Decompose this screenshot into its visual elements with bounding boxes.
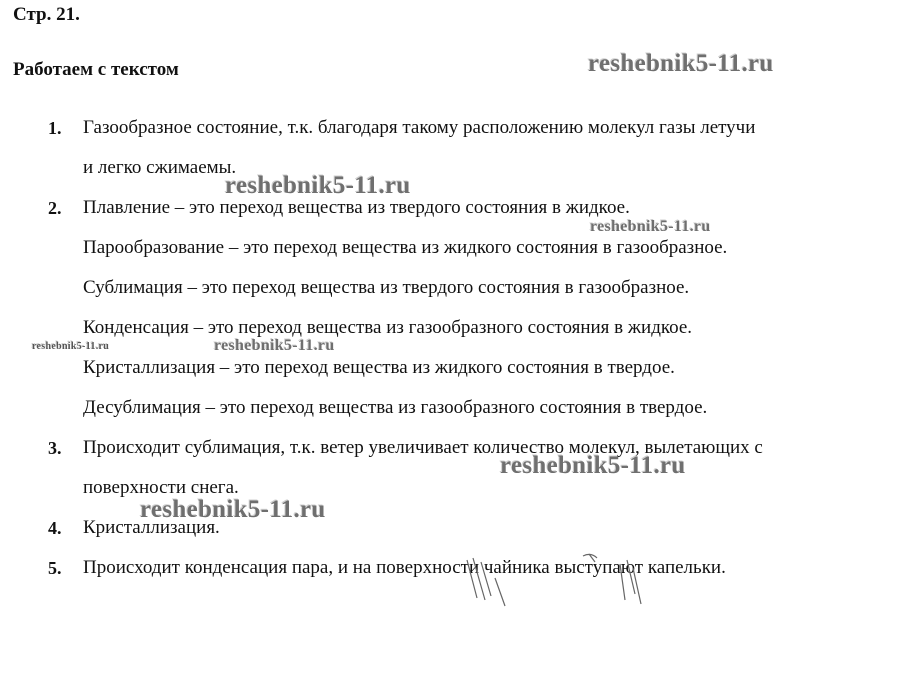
watermark: reshebnik5-11.ru xyxy=(500,452,686,479)
watermark: reshebnik5-11.ru xyxy=(588,50,774,77)
scribble-marks xyxy=(455,548,655,610)
section-heading: Работаем с текстом xyxy=(13,59,179,80)
answer-line: Конденсация – это переход вещества из газообразного состояния в жидкое. xyxy=(83,317,693,338)
answer-number: 1. xyxy=(48,118,62,138)
answer-line: поверхности снега. xyxy=(83,477,239,498)
answer-item xyxy=(0,188,915,428)
answer-number: 5. xyxy=(48,558,62,578)
watermark: reshebnik5-11.ru xyxy=(32,341,110,352)
answer-line: Происходит сублимация, т.к. ветер увеличивает количество молекул, вылетающих с xyxy=(83,437,763,458)
answer-line: Происходит конденсация пара, и на поверхности чайника выступают капельки. xyxy=(83,557,726,578)
answer-line: Парообразование – это переход вещества из жидкого состояния в газообразное. xyxy=(83,237,728,258)
watermark: reshebnik5-11.ru xyxy=(140,496,326,523)
answer-line: Сублимация – это переход вещества из твердого состояния в газообразное. xyxy=(83,277,690,298)
answers-list xyxy=(0,108,915,588)
answer-line: Десублимация – это переход вещества из газообразного состояния в твердое. xyxy=(83,397,708,418)
answer-item xyxy=(0,508,915,548)
answer-line: Газообразное состояние, т.к. благодаря такому расположению молекул газы летучи xyxy=(83,117,756,138)
answer-line: Плавление – это переход вещества из твердого состояния в жидкое. xyxy=(83,197,630,218)
answer-number: 2. xyxy=(48,198,62,218)
watermark: reshebnik5-11.ru xyxy=(590,218,711,235)
watermark: reshebnik5-11.ru xyxy=(225,172,411,199)
answer-item xyxy=(0,428,915,508)
watermark: reshebnik5-11.ru xyxy=(214,337,335,354)
page-number: Стр. 21. xyxy=(13,4,80,25)
answer-line: Кристаллизация. xyxy=(83,517,220,538)
answer-number: 3. xyxy=(48,438,62,458)
answer-line: и легко сжимаемы. xyxy=(83,157,237,178)
answer-line: Кристаллизация – это переход вещества из жидкого состояния в твердое. xyxy=(83,357,675,378)
answer-number: 4. xyxy=(48,518,62,538)
answer-item xyxy=(0,108,915,188)
